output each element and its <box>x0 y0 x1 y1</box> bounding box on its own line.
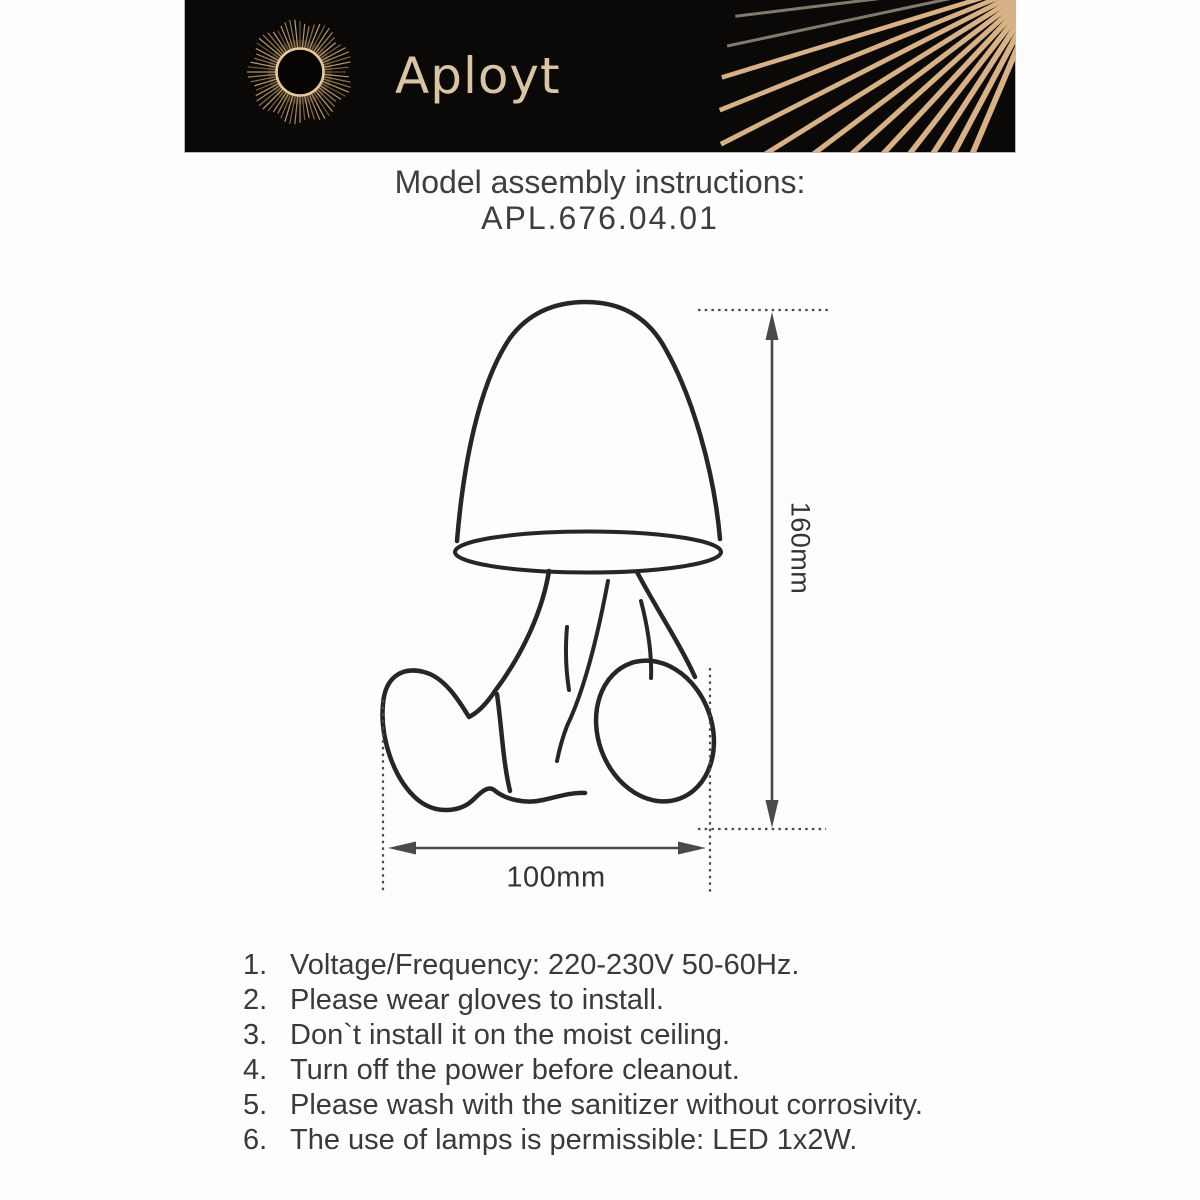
item-number: 5. <box>243 1089 268 1121</box>
list-item <box>243 1018 1023 1053</box>
item-text: Voltage/Frequency: 220-230V 50-60Hz. <box>290 949 800 981</box>
list-item <box>243 1088 1023 1123</box>
shade-rim <box>455 532 721 573</box>
list-item <box>243 1053 1023 1088</box>
shin-line <box>497 694 510 791</box>
drape-fold-lines <box>557 581 651 761</box>
width-arrow-left <box>388 842 416 855</box>
body-left-line <box>495 571 549 691</box>
item-number: 2. <box>243 984 268 1016</box>
dimension-arrowheads <box>388 312 779 855</box>
height-arrow-up <box>766 312 779 340</box>
model-number: APL.676.04.01 <box>481 200 719 236</box>
item-text: Don`t install it on the moist ceiling. <box>290 1019 731 1051</box>
list-item <box>243 1123 1023 1158</box>
list-item <box>243 983 1023 1018</box>
item-text: Please wash with the sanitizer without corrosivity. <box>290 1089 923 1121</box>
item-text: Please wear gloves to install. <box>290 984 664 1016</box>
lamp-shade <box>457 302 720 541</box>
item-number: 6. <box>243 1124 268 1156</box>
brand-wordmark: Aployt <box>395 47 561 105</box>
left-foot <box>383 670 585 810</box>
width-dimension-label: 100mm <box>506 861 606 894</box>
item-number: 1. <box>243 949 268 981</box>
list-item <box>243 948 1023 983</box>
item-text: Turn off the power before cleanout. <box>290 1054 740 1086</box>
width-arrow-right <box>678 842 706 855</box>
instructions-list <box>243 948 1023 1158</box>
lamp-figure <box>383 302 734 818</box>
item-text: The use of lamps is permissible: LED 1x2W. <box>290 1124 858 1156</box>
page-title: Model assembly instructions: <box>394 164 806 200</box>
item-number: 3. <box>243 1019 268 1051</box>
height-arrow-down <box>766 800 779 828</box>
height-dimension-label: 160mm <box>785 501 816 595</box>
item-number: 4. <box>243 1054 268 1086</box>
